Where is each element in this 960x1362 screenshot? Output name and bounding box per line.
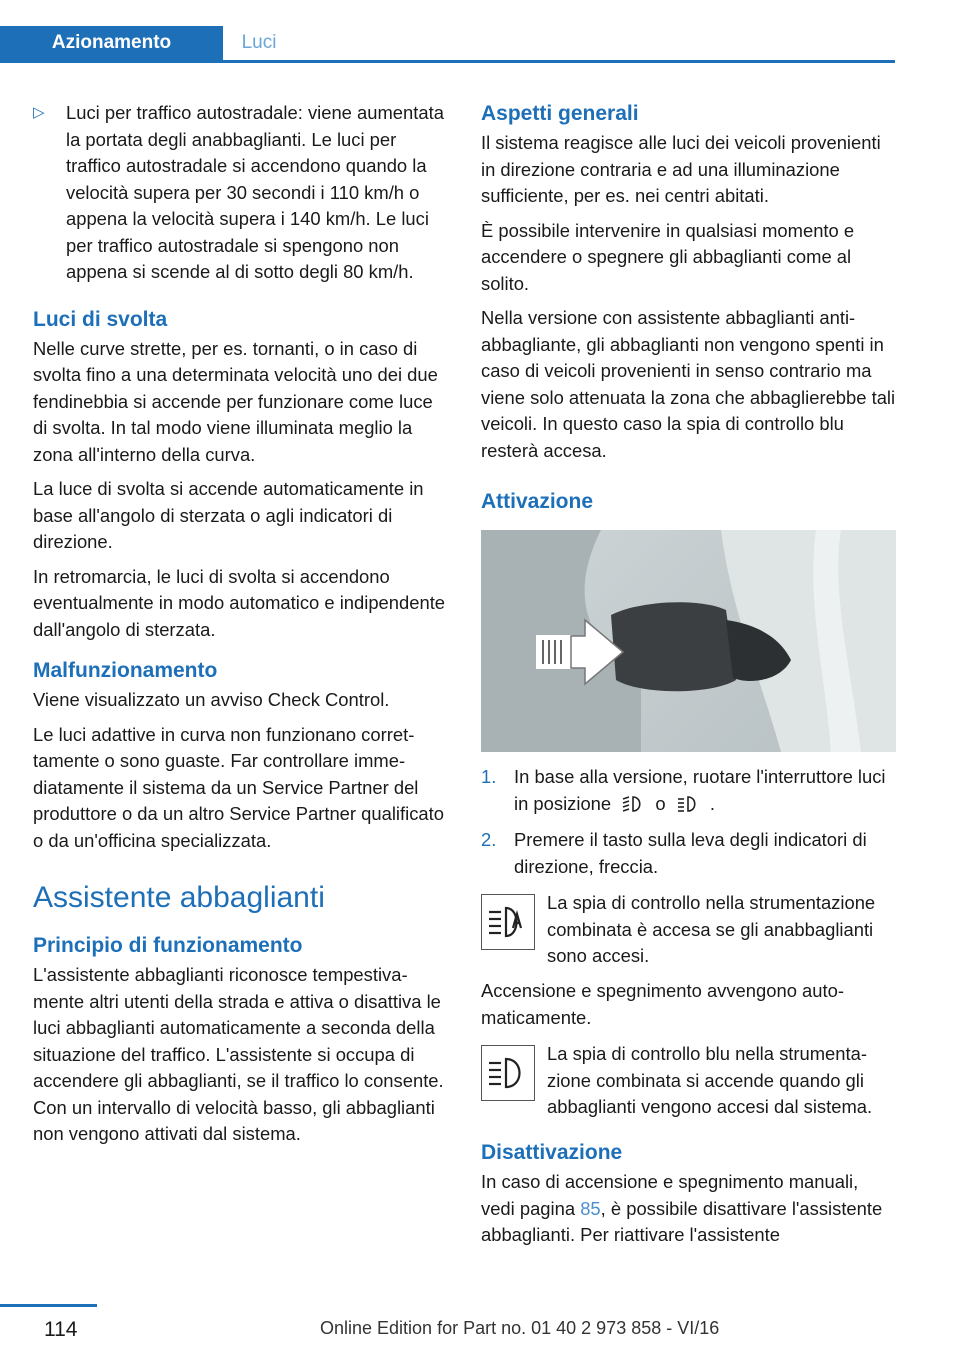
paragraph: Nelle curve strette, per es. tornanti, o in caso di svolta fino a una determinata velocità uno dei due fendinebbia si accende per funzionare come luce di svolta. In tal modo viene illuminata meglio la zona all'interno della curva. <box>33 337 438 465</box>
step-number: 1. <box>481 766 497 787</box>
high-beam-assist-icon <box>481 894 535 950</box>
indicator-text: La spia di controllo nella strumentazione combinata è accesa se gli anabbaglianti sono accesi. <box>547 892 876 966</box>
list-item: 2. Premere il tasto sulla leva degli indicatori di direzione, freccia. <box>481 829 867 877</box>
paragraph: Il sistema reagisce alle luci dei veicoli provenienti in direzione contraria e ad una illuminazione sufficiente, per es. nei centri abitati. <box>481 132 881 206</box>
chapter-title-assistente: Assistente abbaglianti <box>33 881 325 914</box>
right-column <box>481 100 896 1257</box>
paragraph: In retromarcia, le luci di svolta si accendono eventualmente in modo automatico e indipendente dall'angolo di sterzata. <box>33 565 446 640</box>
paragraph: Nella versione con assistente abbaglianti antiabbagliante, gli abbaglianti non vengono spenti in caso di veicoli provenienti in senso contrario ma viene solo attenuata la zona che abbaglierebbe tali veicoli. In questo caso la spia di controllo blu resterà accesa. <box>481 307 896 461</box>
section-title-aspetti: Aspetti generali <box>481 102 639 125</box>
auto-light-icon <box>620 794 646 822</box>
section-title-disattivazione: Disattivazione <box>481 1141 623 1164</box>
paragraph: La luce di svolta si accende automaticamente in base all'angolo di sterzata o agli indicatori di direzione. <box>33 478 424 552</box>
paragraph: È possibile intervenire in qualsiasi momento e accendere o spegnere gli abbaglianti come al solito. <box>481 219 855 294</box>
triangle-bullet-icon: ▷ <box>33 104 45 121</box>
page-header <box>0 26 895 62</box>
footer-divider <box>0 1304 97 1307</box>
page-number: 114 <box>44 1318 78 1341</box>
paragraph: Accensione e spegnimento avvengono automaticamente. <box>481 980 844 1028</box>
chapter-tab[interactable]: Azionamento <box>0 26 223 60</box>
indicator-note <box>481 890 896 970</box>
paragraph: In caso di accensione e spegnimento manuali, vedi pagina 85, è possibile disattivare l'assistente abbaglianti. Per riattivare l'assistente <box>481 1171 883 1245</box>
edition-text: Online Edition for Part no. 01 40 2 973 858 - VI/16 <box>320 1318 720 1338</box>
turn-signal-lever-illustration <box>481 530 896 752</box>
bullet-text: Luci per traffico autostradale: viene aumentata la portata degli anabbaglianti. Le luci per traffico autostradale si accendono quando la velocità supera per 30 secondi i 110 km/h o appena la velocità supera i 140 km/h. Le luci per traffico autostradale si spengono non appena si scende al di sotto degli 80 km/h. <box>66 102 444 282</box>
paragraph: Viene visualizzato un avviso Check Control. <box>33 689 390 710</box>
section-title-principio: Principio di funzionamento <box>33 934 303 957</box>
list-item: 1. In base alla versione, ruotare l'interruttore luci in posizione o . <box>481 764 896 821</box>
bullet-item <box>33 100 448 286</box>
high-beam-icon <box>481 1045 535 1101</box>
left-column <box>33 100 448 1156</box>
section-title-svolta: Luci di svolta <box>33 307 168 331</box>
section-title-malfunzionamento: Malfunzionamento <box>33 659 218 682</box>
step-number: 2. <box>481 829 497 850</box>
page-link[interactable]: 85 <box>580 1197 601 1219</box>
lever-illustration-icon <box>481 530 896 752</box>
paragraph: Le luci adattive in curva non funzionano correttamente o sono guaste. Far controllare immediatamente il sistema da un Service Partner del produttore o da un altro Service Partner qualificato o da un'officina specializzata. <box>33 723 444 851</box>
activation-steps <box>481 764 896 880</box>
header-divider <box>0 60 895 63</box>
paragraph: L'assistente abbaglianti riconosce tempestivamente altri utenti della strada e attiva o disattiva le luci abbaglianti automaticamente a seconda della situazione del traffico. L'assistente si occupa di accendere gli abbaglianti, se il traffico lo consente. Con un intervallo di velocità basso, gli abbaglianti non vengono attivati dal sistema. <box>33 964 444 1144</box>
headlight-icon <box>675 794 701 822</box>
section-title-attivazione: Attivazione <box>481 490 594 513</box>
indicator-note <box>481 1041 896 1121</box>
section-tab[interactable]: Luci <box>241 32 277 53</box>
indicator-text: La spia di controllo blu nella strumentazione combinata si accende quando gli abbaglianti vengono accesi dal sistema. <box>547 1043 873 1117</box>
